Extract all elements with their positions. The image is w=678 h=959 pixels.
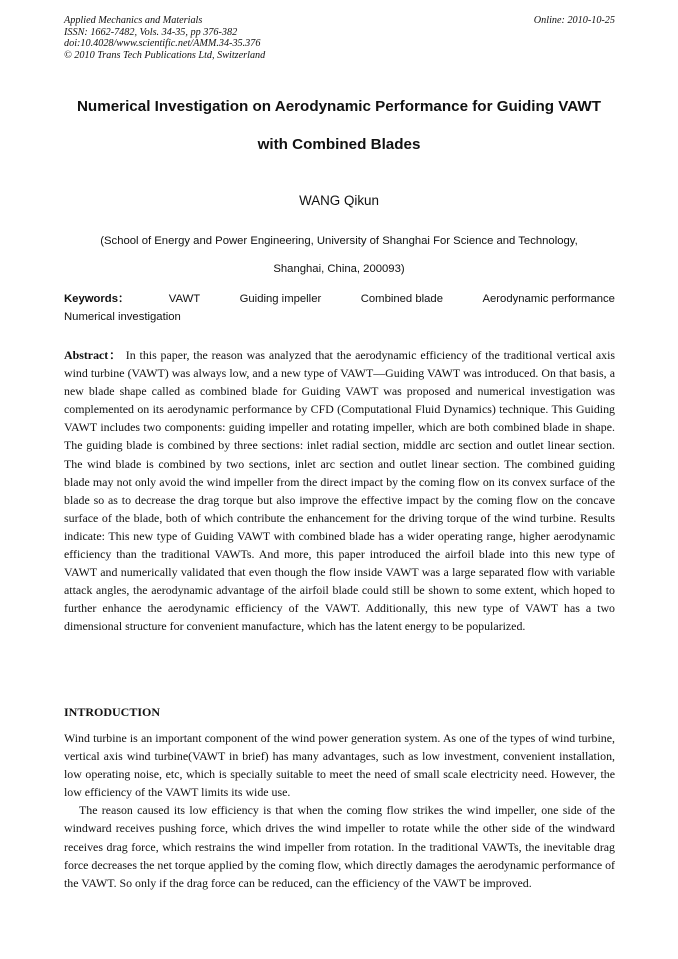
section-heading-introduction: INTRODUCTION <box>64 705 161 719</box>
abstract-text: In this paper, the reason was analyzed that the aerodynamic efficiency of the traditional vertical axis wind turbine (VAWT) was always low, and a new type of VAWT—Guiding VAWT was introduced. On that basis, a new blade shape called as combined blade for Guiding VAWT was proposed and numerical investigation was complemented on its aerodynamic performance by CFD (Computational Fluid Dynamics) technique. This Guiding VAWT includes two components: guiding impeller and rotating impeller, which are both combined blade in shape. The guiding blade is combined by three sections: inlet radial section, middle arc section and outlet linear section. The wind blade is combined by two sections, inlet arc section and outlet linear section. The combined guiding blade may not only avoid the wind impeller from the direct impact by the coming flow on its convex surface of the blade so as to decrease the drag torque but also improve the effective impact by the coming flow on the concave surface of the blade, both of which contribute the enhancement for the driving torque of the wind turbine. Results indicate: This new type of Guiding VAWT with combined blade has a wider operating range, higher aerodynamic efficiency than the traditional VAWTs. And more, this paper introduced the airfoil blade into this new type of VAWT and numerically validated that even though the flow inside VAWT was a large separated flow with variable attack angles, the aerodynamic advantage of the airfoil blade could still be shown to some extent, which hoped to further enhance the aerodynamic efficiency of the VAWT. Additionally, this new type of VAWT has a two dimensional structure for convenient manufacture, which has the latent energy to be popularized. <box>64 348 615 634</box>
doi-line: doi:10.4028/www.scientific.net/AMM.34-35.376 <box>64 38 261 49</box>
journal-name: Applied Mechanics and Materials <box>64 15 203 26</box>
title-line-2: with Combined Blades <box>257 136 421 153</box>
affiliation-line-1: (School of Energy and Power Engineering, University of Shanghai For Science and Technology, <box>100 235 578 247</box>
copyright-line: © 2010 Trans Tech Publications Ltd, Switzerland <box>64 49 266 61</box>
introduction-paragraph: Wind turbine is an important component of the wind power generation system. As one of the types of wind turbine, vertical axis wind turbine(VAWT in brief) has many advantages, such as low investment, convenient installation, low operating noise, etc, which is specially suitable to meet the need of small scale electricity need. However, the low efficiency of the VAWT limits its wide use. <box>64 731 615 800</box>
introduction-body <box>64 729 615 892</box>
abstract <box>64 346 615 636</box>
title-line-1: Numerical Investigation on Aerodynamic Performance for Guiding VAWT <box>76 98 602 115</box>
paper-title <box>40 88 638 164</box>
keywords-label: Keywords： <box>64 293 130 305</box>
keyword-item: Numerical investigation <box>64 311 181 323</box>
abstract-label: Abstract： <box>64 348 122 362</box>
online-date: Online: 2010-10-25 <box>533 15 615 26</box>
affiliation <box>40 227 638 283</box>
author-name: WANG Qikun <box>299 193 379 208</box>
issn-line: ISSN: 1662-7482, Vols. 34-35, pp 376-382 <box>64 26 238 38</box>
keyword-item: Guiding impeller <box>239 293 322 305</box>
affiliation-line-2: Shanghai, China, 200093) <box>273 263 405 275</box>
keyword-item: Aerodynamic performance <box>482 293 615 305</box>
keyword-item: VAWT <box>168 293 201 305</box>
journal-header <box>64 15 615 61</box>
introduction-paragraph: The reason caused its low efficiency is that when the coming flow strikes the wind impeller, one side of the windward receives pushing force, which drives the wind impeller to rotate while the other side of the windward receives drag force, which restrains the wind impeller from rotation. In the traditional VAWTs, the inevitable drag force decreases the net torque applied by the coming flow, which directly damages the aerodynamic performance of the VAWT. So only if the drag force can be reduced, can the efficiency of the VAWT be improved. <box>64 803 615 890</box>
keyword-item: Combined blade <box>360 293 443 305</box>
keywords <box>64 290 615 326</box>
